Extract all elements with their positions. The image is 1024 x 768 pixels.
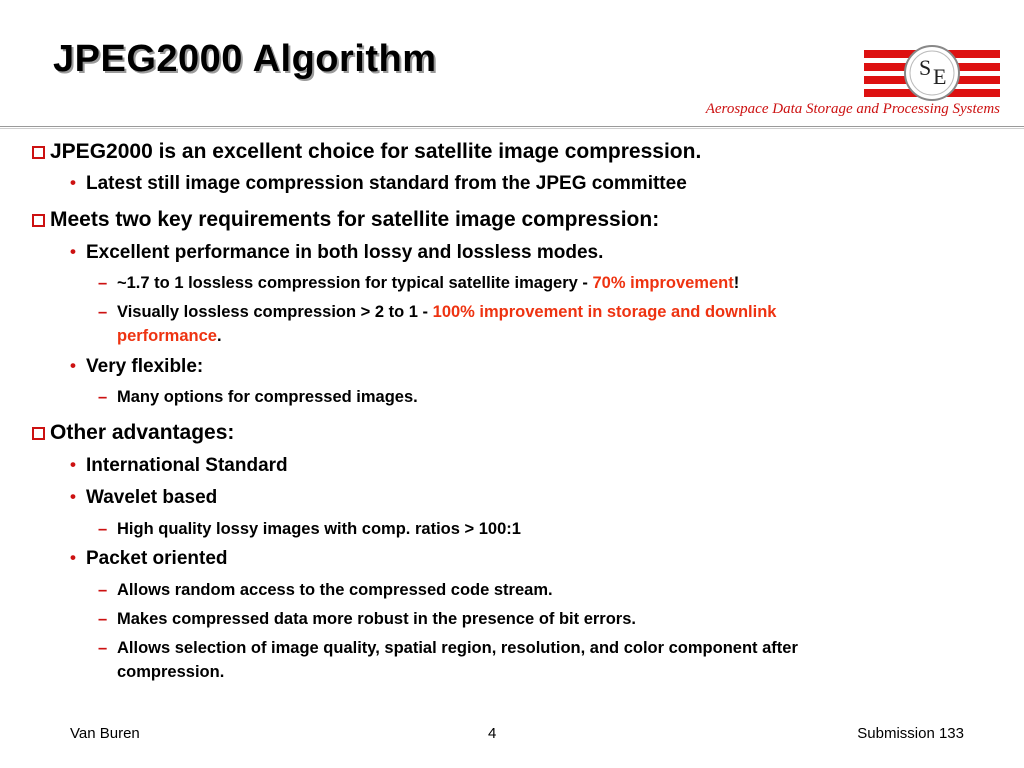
dash-bullet-icon: – (98, 581, 108, 599)
dot-bullet-icon: • (70, 487, 76, 506)
bullet-level3 (98, 578, 553, 602)
bullet-text: Allows selection of image quality, spatial region, resolution, and color component after compression. (117, 639, 798, 681)
square-bullet-icon (32, 214, 45, 227)
bullet-level3 (98, 517, 521, 541)
square-bullet-icon (32, 427, 45, 440)
bullet-text: Makes compressed data more robust in the presence of bit errors. (117, 610, 636, 628)
company-name: Aerospace Data Storage and Processing Systems (705, 101, 1000, 117)
bullet-level1 (32, 140, 701, 164)
bullet-text: Other advantages: (50, 421, 235, 444)
bullet-text: Visually lossless compression > 2 to 1 - 100% improvement in storage and downlink performance. (117, 303, 777, 345)
bullet-level1 (32, 208, 659, 232)
bullet-level2 (70, 356, 203, 378)
footer-submission: Submission 133 (857, 725, 964, 742)
dash-bullet-icon: – (98, 610, 108, 628)
bullet-text: Very flexible: (86, 356, 204, 377)
bullet-level2 (70, 548, 228, 570)
dash-bullet-icon: – (98, 520, 108, 538)
bullet-text: Meets two key requirements for satellite image compression: (50, 208, 660, 231)
logo-letter-s: S (919, 55, 932, 80)
dash-bullet-icon: – (98, 388, 108, 406)
bullet-text: JPEG2000 is an excellent choice for satellite image compression. (50, 140, 702, 163)
bullet-text: Allows random access to the compressed code stream. (117, 581, 553, 599)
dot-bullet-icon: • (70, 356, 76, 375)
bullet-level1 (32, 421, 234, 445)
dash-bullet-icon: – (98, 274, 108, 292)
bullet-level3 (98, 300, 776, 348)
footer-author: Van Buren (70, 725, 140, 742)
bullet-text: High quality lossy images with comp. ratios > 100:1 (117, 520, 521, 538)
bullet-level2 (70, 173, 687, 195)
footer-page-number: 4 (488, 725, 497, 742)
bullet-text: ~1.7 to 1 lossless compression for typical satellite imagery - 70% improvement! (117, 274, 740, 292)
bullet-text: Latest still image compression standard from the JPEG committee (86, 173, 687, 194)
bullet-level3 (98, 636, 798, 684)
slide-title: JPEG2000 Algorithm (53, 38, 437, 80)
logo-letter-e: E (933, 64, 947, 89)
bullet-level2 (70, 242, 603, 264)
bullet-level3 (98, 385, 418, 409)
bullet-level2 (70, 487, 217, 509)
bullet-level3 (98, 271, 739, 295)
dot-bullet-icon: • (70, 173, 76, 192)
dash-bullet-icon: – (98, 303, 108, 321)
bullet-text: Excellent performance in both lossy and lossless modes. (86, 242, 604, 263)
bullet-text: Packet oriented (86, 548, 228, 569)
bullet-text: International Standard (86, 455, 288, 476)
dash-bullet-icon: – (98, 639, 108, 657)
bullet-text: Wavelet based (86, 487, 218, 508)
bullet-text: Many options for compressed images. (117, 388, 418, 406)
dot-bullet-icon: • (70, 242, 76, 261)
bullet-level3 (98, 607, 636, 631)
dot-bullet-icon: • (70, 455, 76, 474)
square-bullet-icon (32, 146, 45, 159)
bullet-level2 (70, 455, 288, 477)
dot-bullet-icon: • (70, 548, 76, 567)
